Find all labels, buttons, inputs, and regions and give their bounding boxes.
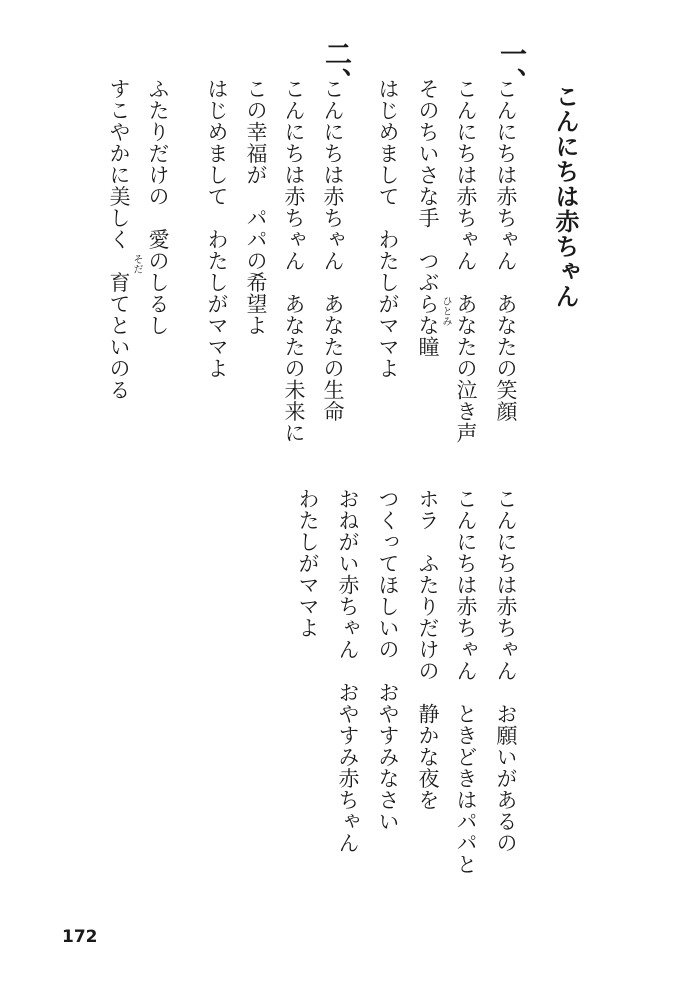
page-number: 172 bbox=[62, 927, 98, 947]
verse-3-line-6: わたしがママよ bbox=[296, 488, 320, 639]
furigana-sodate: そだ bbox=[131, 254, 142, 274]
verse-3-line-4: つくってほしいの おやすみなさい bbox=[376, 488, 400, 832]
verse-1-line-4: はじめまして わたしがママよ bbox=[376, 78, 400, 379]
furigana-hitomi: ひとみ bbox=[440, 296, 451, 326]
verse-1-line-3: そのちいさな手 つぶらな瞳 bbox=[416, 78, 440, 358]
verse-3-line-2: こんにちは赤ちゃん ときどきはパパと bbox=[454, 488, 478, 875]
verse-1-line-1: こんにちは赤ちゃん あなたの笑顔 bbox=[494, 78, 518, 422]
verse-2-line-2: こんにちは赤ちゃん あなたの未来に bbox=[282, 78, 306, 444]
verse-3-line-1: こんにちは赤ちゃん お願いがあるの bbox=[494, 488, 518, 854]
verse-2-line-5: ふたりだけの 愛のしるし bbox=[146, 78, 170, 336]
song-title: こんにちは赤ちゃん bbox=[551, 84, 580, 309]
verse-2-line-3: この幸福が パパの希望よ bbox=[244, 78, 268, 336]
verse-2-number: 二、 bbox=[320, 40, 351, 95]
verse-1-line-2: こんにちは赤ちゃん あなたの泣き声 bbox=[454, 78, 478, 444]
verse-3-line-3: ホラ ふたりだけの 静かな夜を bbox=[416, 488, 440, 811]
verse-1-number: 一、 bbox=[495, 40, 526, 95]
verse-3-line-5: おねがい赤ちゃん おやすみ赤ちゃん bbox=[336, 488, 360, 854]
verse-2-line-4: はじめまして わたしがママよ bbox=[205, 78, 229, 379]
verse-2-line-6: すこやかに美しく 育てといのる bbox=[107, 78, 131, 401]
verse-2-line-1: こんにちは赤ちゃん あなたの生命 bbox=[321, 78, 345, 422]
